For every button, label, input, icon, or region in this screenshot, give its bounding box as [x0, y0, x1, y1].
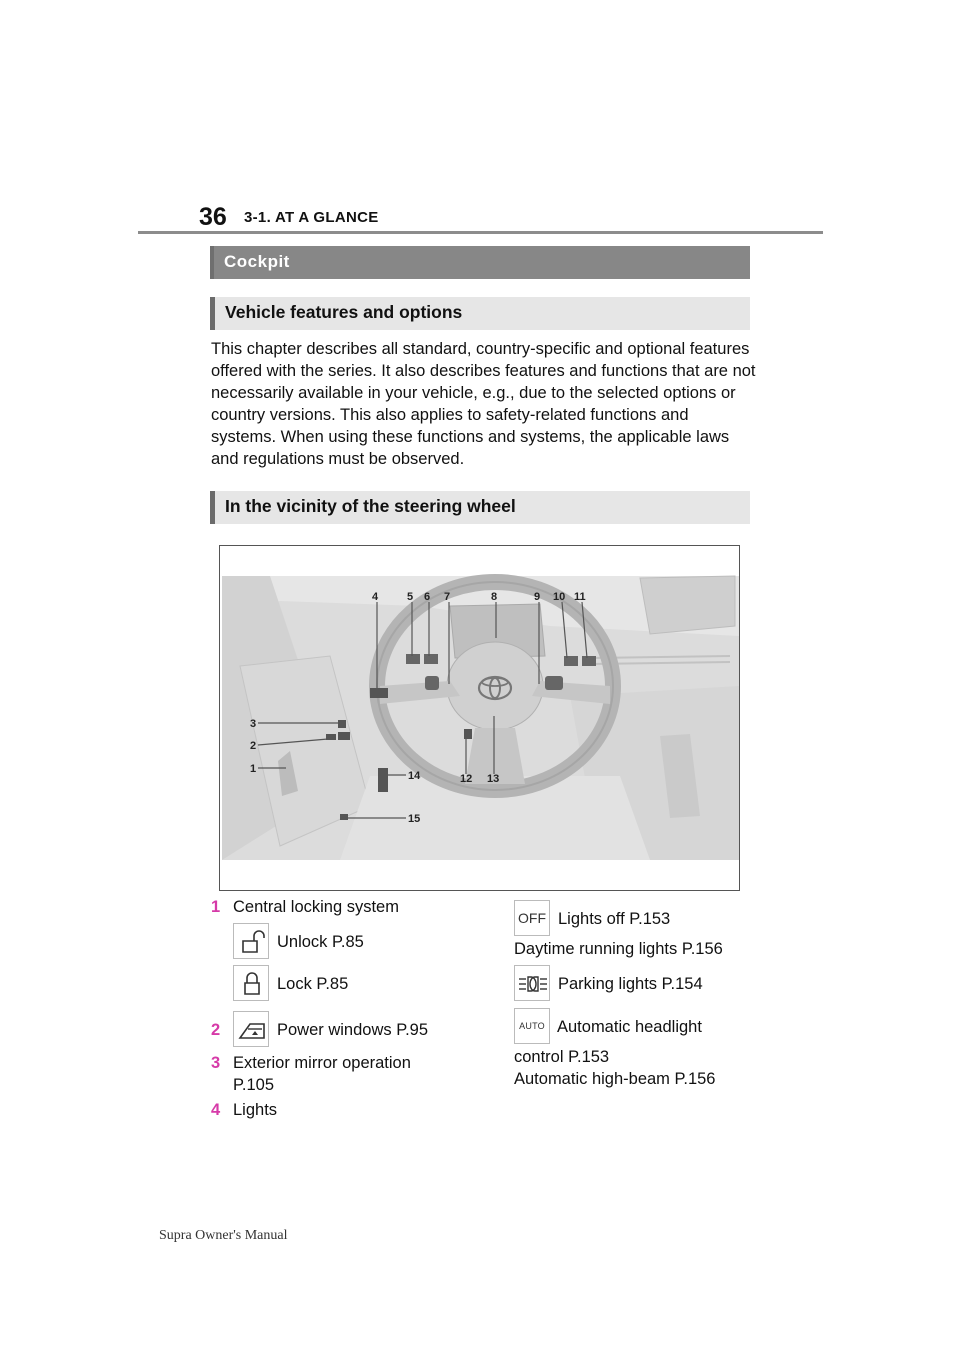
item-number: 2 — [211, 1021, 221, 1039]
item-number: 3 — [211, 1054, 221, 1072]
item-number: 1 — [211, 898, 221, 916]
auto-headlight-icon — [514, 1008, 550, 1044]
auto-headlight-icon-text: AUTO — [519, 1021, 545, 1031]
callout-12: 12 — [460, 773, 473, 785]
auto-headlight-label-line1: Automatic headlight — [557, 1018, 702, 1036]
lights-off-icon — [514, 900, 550, 936]
callout-10: 10 — [553, 591, 566, 603]
parking-lights-icon — [514, 965, 550, 1001]
auto-headlight-label-line2: control P.153 — [514, 1048, 610, 1066]
daytime-running-label: Daytime running lights P.156 — [514, 940, 723, 958]
item-3-label-line2: P.105 — [233, 1076, 274, 1094]
page-number: 36 — [199, 203, 227, 231]
item-1-label: Central locking system — [233, 898, 399, 916]
callout-8: 8 — [491, 591, 498, 603]
callout-5: 5 — [407, 591, 414, 603]
section-title: 3-1. AT A GLANCE — [244, 209, 379, 226]
lights-off-icon-text: OFF — [518, 910, 546, 926]
item-3-label-line1: Exterior mirror operation — [233, 1054, 411, 1072]
heading-cockpit-text: Cockpit — [224, 252, 290, 271]
callout-13: 13 — [487, 773, 500, 785]
callout-11: 11 — [574, 591, 586, 603]
lock-icon — [233, 965, 269, 1001]
item-4-label: Lights — [233, 1101, 278, 1119]
header-divider — [138, 231, 823, 234]
lock-label: Lock P.85 — [277, 975, 349, 993]
callout-7: 7 — [444, 591, 451, 603]
list-item-2 — [211, 1019, 220, 1041]
callout-3: 3 — [250, 718, 257, 730]
heading-cockpit — [210, 246, 750, 279]
lights-off-label: Lights off P.153 — [558, 910, 671, 928]
unlock-icon — [233, 923, 269, 959]
callout-2: 2 — [250, 740, 257, 752]
power-window-icon — [233, 1011, 269, 1047]
unlock-label: Unlock P.85 — [277, 933, 364, 951]
parking-lights-label: Parking lights P.154 — [558, 975, 703, 993]
callout-14: 14 — [408, 770, 421, 782]
callout-4: 4 — [372, 591, 379, 603]
cockpit-illustration — [219, 545, 740, 891]
item-number: 4 — [211, 1101, 221, 1119]
list-item-4 — [211, 1099, 220, 1121]
callout-1: 1 — [250, 763, 257, 775]
item-2-label: Power windows P.95 — [277, 1021, 429, 1039]
callout-15: 15 — [408, 813, 421, 825]
intro-paragraph: This chapter describes all standard, country-specific and optional features offered with the series. It also describes features and functions that are not necessarily available in your vehicle, e.g., due to the selected options or country versions. This also applies to safety-related functions and systems. When using these functions and systems, the applicable laws and regulations must be observed. — [211, 340, 756, 468]
footer-manual-title: Supra Owner's Manual — [159, 1228, 288, 1243]
heading-steering-wheel-text: In the vicinity of the steering wheel — [225, 496, 516, 516]
list-item-1 — [211, 896, 220, 918]
auto-highbeam-label: Automatic high-beam P.156 — [514, 1070, 716, 1088]
callout-6: 6 — [424, 591, 431, 603]
list-item-3 — [211, 1052, 220, 1074]
callout-9: 9 — [534, 591, 541, 603]
cockpit-drawing — [220, 546, 740, 891]
heading-vehicle-features — [210, 297, 750, 330]
heading-vehicle-features-text: Vehicle features and options — [225, 302, 463, 322]
heading-steering-wheel — [210, 491, 750, 524]
